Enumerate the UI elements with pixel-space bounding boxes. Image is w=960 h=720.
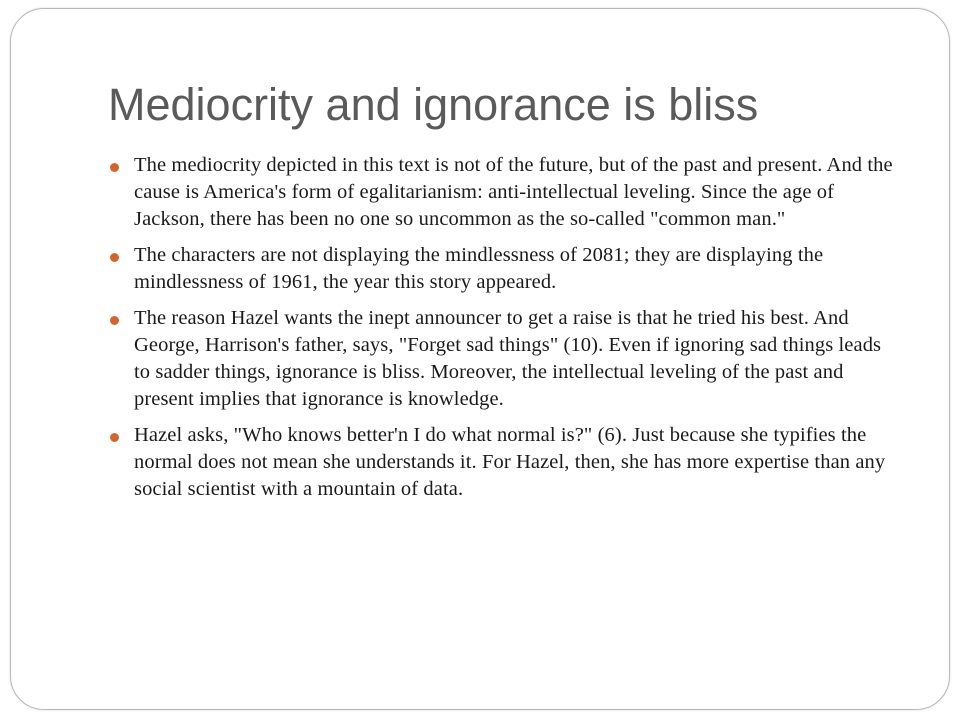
- bullet-dot-icon: [110, 253, 119, 262]
- bullet-item: [108, 152, 898, 233]
- bullet-item: [108, 305, 898, 413]
- bullet-list: [108, 152, 898, 512]
- bullet-item: [108, 422, 898, 503]
- bullet-dot-icon: [110, 316, 119, 325]
- bullet-dot-icon: [110, 433, 119, 442]
- bullet-text: The mediocrity depicted in this text is not of the future, but of the past and present. And the cause is America's form of egalitarianism: anti-intellectual leveling. Since the age of Jackson, there has been no one so uncommon as the so-called "common man.": [134, 154, 893, 230]
- bullet-text: Hazel asks, "Who knows better'n I do what normal is?" (6). Just because she typifies the normal does not mean she understands it. For Hazel, then, she has more expertise than any social scientist with a mountain of data.: [134, 424, 886, 500]
- bullet-text: The reason Hazel wants the inept announcer to get a raise is that he tried his best. And George, Harrison's father, says, "Forget sad things" (10). Even if ignoring sad things leads to sadder things, ignorance is bliss. Moreover, the intellectual leveling of the past and present implies that ignorance is knowledge.: [134, 307, 882, 410]
- bullet-text: The characters are not displaying the mindlessness of 2081; they are displaying the mindlessness of 1961, the year this story appeared.: [134, 244, 824, 293]
- bullet-dot-icon: [110, 163, 119, 172]
- slide-title: Mediocrity and ignorance is bliss: [108, 79, 759, 130]
- bullet-item: [108, 242, 898, 296]
